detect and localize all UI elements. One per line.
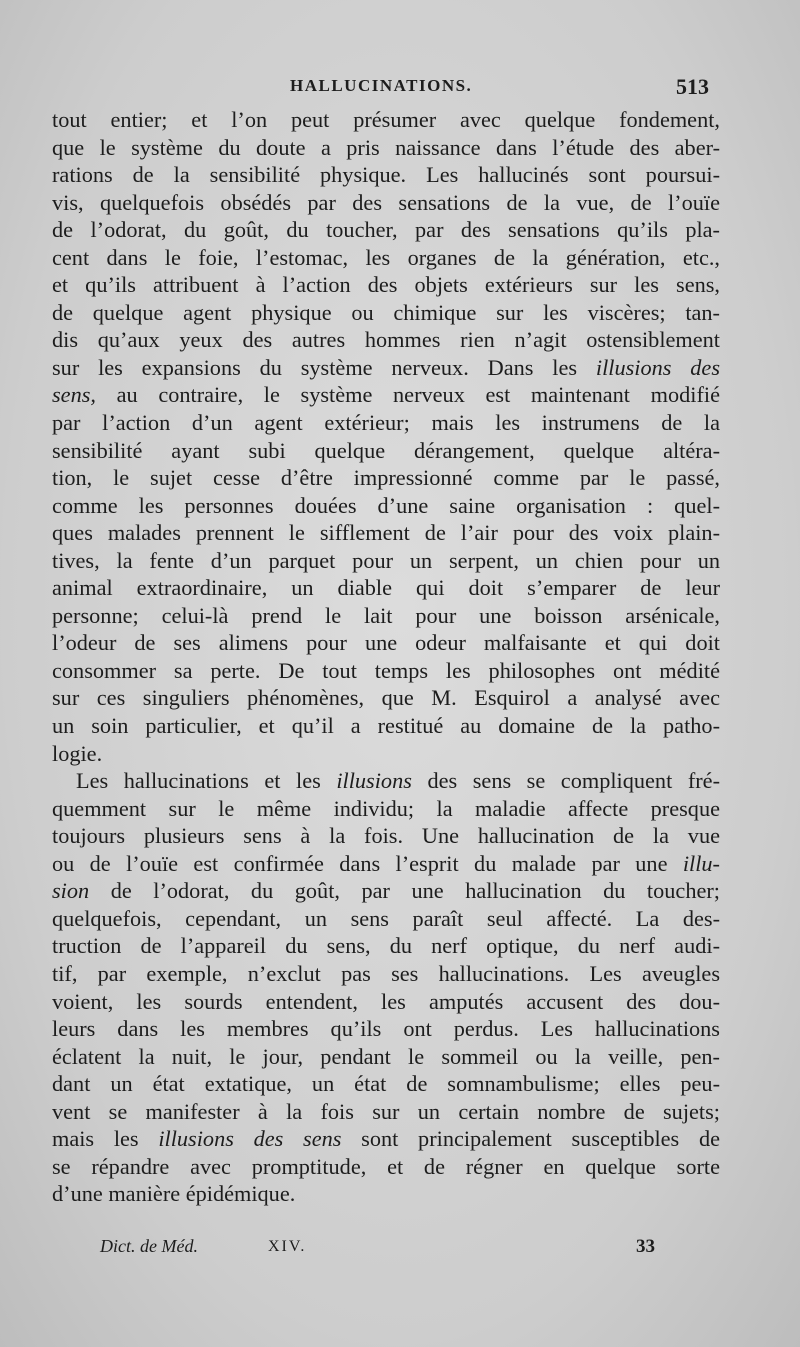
text-line xyxy=(52,629,720,657)
text-line xyxy=(52,657,720,685)
text-segment: de quelque agent physique ou chimique sur les viscères; tan- xyxy=(52,299,720,325)
text-segment: quemment sur le même individu; la maladie affecte presque xyxy=(52,795,720,821)
text-line xyxy=(52,106,720,134)
text-line xyxy=(52,1153,720,1181)
text-line xyxy=(52,795,720,823)
text-segment: et qu’ils attribuent à l’action des objets extérieurs sur les sens, xyxy=(52,272,720,298)
text-line xyxy=(52,712,720,740)
text-segment: consommer sa perte. De tout temps les philosophes ont médité xyxy=(52,657,720,683)
text-segment: mais les xyxy=(52,1126,159,1152)
text-line xyxy=(52,161,720,189)
italic-text: illusions xyxy=(336,768,412,794)
text-segment: leurs dans les membres qu’ils ont perdus. Les hallucinations xyxy=(52,1016,720,1042)
text-segment: personne; celui-là prend le lait pour une boisson arsénicale, xyxy=(52,602,720,628)
text-segment: au contraire, le système nerveux est maintenant modifié xyxy=(95,382,720,408)
signature-volume: XIV. xyxy=(268,1238,307,1255)
text-line xyxy=(52,1098,720,1126)
text-segment: Les hallucinations et les xyxy=(76,768,337,794)
text-segment: vent se manifester à la fois sur un certain nombre de sujets; xyxy=(52,1098,720,1124)
text-line xyxy=(52,189,720,217)
text-line xyxy=(52,850,720,878)
text-segment: rations de la sensibilité physique. Les hallucinés sont poursui- xyxy=(52,162,720,188)
text-segment: tif, par exemple, n’exclut pas ses hallucinations. Les aveugles xyxy=(52,960,720,986)
italic-text: illu- xyxy=(682,850,720,876)
text-segment: se répandre avec promptitude, et de régner en quelque sorte xyxy=(52,1153,720,1179)
text-segment: quelquefois, cependant, un sens paraît seul affecté. La des- xyxy=(52,905,720,931)
text-line xyxy=(52,740,720,768)
text-line xyxy=(52,519,720,547)
italic-text: sens, xyxy=(52,382,96,408)
text-line xyxy=(52,547,720,575)
text-segment: sensibilité ayant subi quelque dérangement, quelque altéra- xyxy=(52,437,720,463)
text-segment: des sens se compliquent fré- xyxy=(411,768,720,794)
text-line xyxy=(52,767,720,795)
body-text xyxy=(52,106,720,1208)
text-line xyxy=(52,905,720,933)
italic-text: sion xyxy=(52,878,90,904)
text-segment: comme les personnes douées d’une saine organisation : quel- xyxy=(52,492,720,518)
text-line xyxy=(52,437,720,465)
running-title: HALLUCINATIONS. xyxy=(290,76,473,95)
signature-source: Dict. de Méd. xyxy=(100,1236,198,1256)
text-segment: truction de l’appareil du sens, du nerf optique, du nerf audi- xyxy=(52,933,720,959)
text-segment: sont principalement susceptibles de xyxy=(341,1126,720,1152)
text-line xyxy=(52,464,720,492)
text-segment: tives, la fente d’un parquet pour un serpent, un chien pour un xyxy=(52,547,720,573)
text-segment: animal extraordinaire, un diable qui doit s’emparer de leur xyxy=(52,575,720,601)
text-segment: de l’odorat, du goût, du toucher, par des sensations qu’ils pla- xyxy=(52,217,720,243)
text-line xyxy=(52,1043,720,1071)
text-line xyxy=(52,409,720,437)
text-segment: éclatent la nuit, le jour, pendant le sommeil ou la veille, pen- xyxy=(52,1043,720,1069)
text-segment: tout entier; et l’on peut présumer avec quelque fondement, xyxy=(52,107,720,132)
text-line xyxy=(52,988,720,1016)
text-segment: toujours plusieurs sens à la fois. Une hallucination de la vue xyxy=(52,823,720,849)
text-line xyxy=(52,1180,720,1208)
text-line xyxy=(52,216,720,244)
printer-signature xyxy=(0,1236,800,1266)
text-segment: d’une manière épidémique. xyxy=(52,1181,296,1207)
text-segment: logie. xyxy=(52,740,103,766)
text-line xyxy=(52,244,720,272)
text-line xyxy=(52,960,720,988)
text-segment: ques malades prennent le sifflement de l’air pour des voix plain- xyxy=(52,520,720,546)
text-segment: sur les expansions du système nerveux. Dans les xyxy=(52,354,596,380)
text-line xyxy=(52,1015,720,1043)
text-segment: dis qu’aux yeux des autres hommes rien n’agit ostensiblement xyxy=(52,327,720,353)
text-line xyxy=(52,299,720,327)
text-line xyxy=(52,602,720,630)
text-segment: l’odeur de ses alimens pour une odeur malfaisante et qui doit xyxy=(52,630,720,656)
text-line xyxy=(52,1125,720,1153)
text-line xyxy=(52,354,720,382)
signature-number: 33 xyxy=(636,1236,655,1257)
text-segment: sur ces singuliers phénomènes, que M. Esquirol a analysé avec xyxy=(52,685,720,711)
text-line xyxy=(52,574,720,602)
text-segment: voient, les sourds entendent, les amputés accusent des dou- xyxy=(52,988,720,1014)
text-line xyxy=(52,877,720,905)
text-segment: tion, le sujet cesse d’être impressionné comme par le passé, xyxy=(52,465,720,491)
text-line xyxy=(52,271,720,299)
text-segment: cent dans le foie, l’estomac, les organes de la génération, etc., xyxy=(52,244,720,270)
text-segment: que le système du doute a pris naissance dans l’étude des aber- xyxy=(52,134,720,160)
text-line xyxy=(52,326,720,354)
text-line xyxy=(52,134,720,162)
italic-text: illusions des xyxy=(595,354,721,380)
text-line xyxy=(52,381,720,409)
text-line xyxy=(52,684,720,712)
page-number: 513 xyxy=(676,74,709,99)
text-segment: par l’action d’un agent extérieur; mais les instrumens de la xyxy=(52,410,720,436)
text-line xyxy=(52,1070,720,1098)
italic-text: illusions des sens xyxy=(158,1126,342,1152)
text-line xyxy=(52,822,720,850)
text-line xyxy=(52,492,720,520)
text-segment: un soin particulier, et qu’il a restitué au domaine de la patho- xyxy=(52,713,720,739)
text-line xyxy=(52,932,720,960)
running-head xyxy=(0,76,800,106)
text-segment: ou de l’ouïe est confirmée dans l’esprit du malade par une xyxy=(52,850,683,876)
text-segment: de l’odorat, du goût, par une hallucination du toucher; xyxy=(89,878,720,904)
text-segment: dant un état extatique, un état de somnambulisme; elles peu- xyxy=(52,1071,720,1097)
text-segment: vis, quelquefois obsédés par des sensations de la vue, de l’ouïe xyxy=(52,189,720,215)
